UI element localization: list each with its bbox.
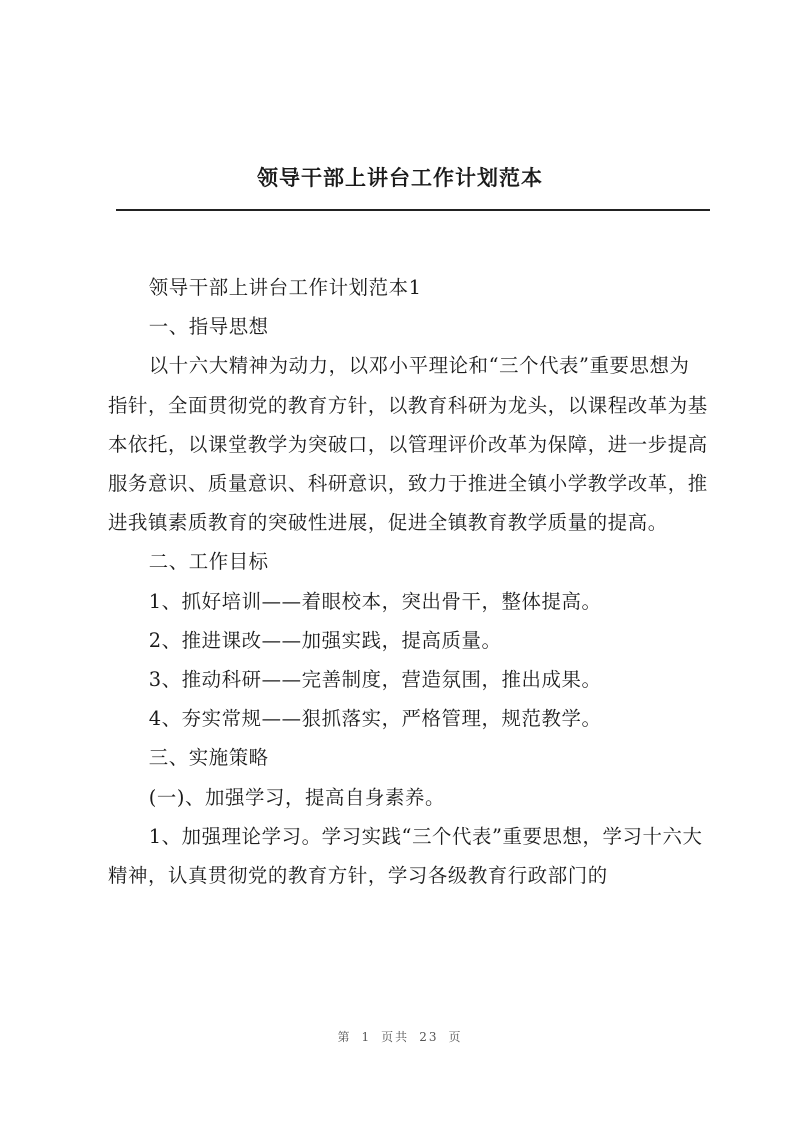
subsection-heading-study: (一)、加强学习，提高自身素养。 <box>148 785 445 809</box>
page-footer <box>0 1028 800 1045</box>
section-heading-strategy: 三、实施策略 <box>148 746 269 770</box>
section-heading-work-goals: 二、工作目标 <box>148 550 269 574</box>
paragraph-theory-study: 1、加强理论学习。学习实践“三个代表”重要思想，学习十六大精神，认真贯彻党的教育方针，学习各级教育行政部门的 <box>108 824 703 888</box>
goal-item-1: 1、抓好培训——着眼校本，突出骨干，整体提高。 <box>148 589 602 613</box>
footer-page-number: 1 <box>361 1030 372 1044</box>
document-body <box>108 268 708 895</box>
goal-item-3: 3、推动科研——完善制度，营造氛围，推出成果。 <box>148 668 602 692</box>
document-title: 领导干部上讲台工作计划范本 <box>257 165 543 190</box>
footer-prefix: 第 <box>337 1030 352 1044</box>
footer-suffix: 页 <box>448 1030 463 1044</box>
paragraph-guiding-ideology: 以十六大精神为动力，以邓小平理论和“三个代表”重要思想为指针，全面贯彻党的教育方针，以教育科研为龙头，以课程改革为基本依托，以课堂教学为突破口，以管理评价改革为保障，进一步提高服务意识、质量意识、科研意识，致力于推进全镇小学教学改革，推进我镇素质教育的突破性进展，促进全镇教育教学质量的提高。 <box>108 354 708 535</box>
title-divider <box>116 209 710 211</box>
subtitle-paragraph: 领导干部上讲台工作计划范本1 <box>148 276 422 299</box>
section-heading-guiding-ideology: 一、指导思想 <box>148 315 269 339</box>
goal-item-4: 4、夯实常规——狠抓落实，严格管理，规范教学。 <box>148 707 602 731</box>
goal-item-2: 2、推进课改——加强实践，提高质量。 <box>148 628 502 652</box>
footer-total-pages: 23 <box>419 1030 439 1044</box>
footer-middle: 页共 <box>381 1030 410 1044</box>
